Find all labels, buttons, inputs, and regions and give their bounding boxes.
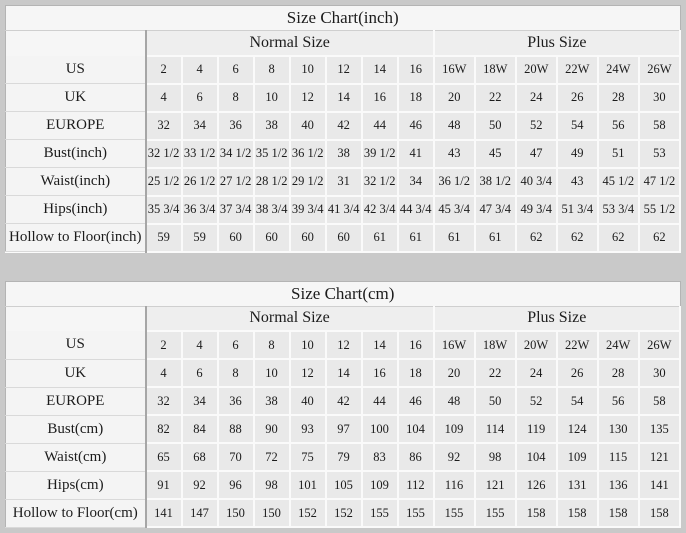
- table-cell: 33 1/2: [182, 140, 218, 168]
- table-cell: 152: [290, 499, 326, 527]
- table-cell: 41: [398, 140, 434, 168]
- row-label: Hollow to Floor(inch): [6, 224, 146, 252]
- table-cell: 8: [254, 56, 290, 84]
- table-cell: 20W: [516, 331, 557, 359]
- table-cell: 16: [398, 331, 434, 359]
- column-group-row: [6, 31, 681, 56]
- table-cell: 12: [290, 84, 326, 112]
- table-cell: 22: [475, 84, 516, 112]
- table-cell: 28: [598, 359, 639, 387]
- table-cell: 26W: [639, 56, 680, 84]
- table-cell: 10: [254, 84, 290, 112]
- group-header-plus-size: Plus Size: [434, 31, 680, 56]
- row-label: US: [6, 56, 146, 84]
- table-cell: 34 1/2: [218, 140, 254, 168]
- table-cell: 43: [557, 168, 598, 196]
- table-cell: 16W: [434, 56, 475, 84]
- table-cell: 10: [290, 56, 326, 84]
- table-cell: 105: [326, 471, 362, 499]
- table-row: [6, 224, 681, 252]
- table-cell: 2: [146, 331, 182, 359]
- row-label: UK: [6, 84, 146, 112]
- row-label: EUROPE: [6, 387, 146, 415]
- table-cell: 22W: [557, 331, 598, 359]
- table-cell: 27 1/2: [218, 168, 254, 196]
- table-cell: 115: [598, 443, 639, 471]
- row-label: US: [6, 331, 146, 359]
- table-cell: 18: [398, 359, 434, 387]
- table-cell: 93: [290, 415, 326, 443]
- size-chart-cm-section: [5, 281, 681, 529]
- table-cell: 124: [557, 415, 598, 443]
- table-row: [6, 56, 681, 84]
- table-cell: 109: [362, 471, 398, 499]
- table-cell: 45 1/2: [598, 168, 639, 196]
- table-cell: 51: [598, 140, 639, 168]
- table-cell: 24W: [598, 56, 639, 84]
- table-cell: 26W: [639, 331, 680, 359]
- corner-cell: [6, 31, 146, 56]
- table-cell: 51 3/4: [557, 196, 598, 224]
- table-cell: 41 3/4: [326, 196, 362, 224]
- table-cell: 6: [218, 331, 254, 359]
- table-row: [6, 471, 681, 499]
- table-cell: 62: [598, 224, 639, 252]
- table-cell: 20: [434, 84, 475, 112]
- table-cell: 4: [146, 84, 182, 112]
- table-title: Size Chart(cm): [6, 281, 681, 306]
- group-header-normal-size: Normal Size: [146, 31, 434, 56]
- table-cell: 30: [639, 84, 680, 112]
- table-cell: 70: [218, 443, 254, 471]
- table-cell: 6: [182, 359, 218, 387]
- table-cell: 61: [434, 224, 475, 252]
- table-cell: 44: [362, 387, 398, 415]
- table-cell: 37 3/4: [218, 196, 254, 224]
- table-cell: 16: [362, 359, 398, 387]
- table-cell: 24: [516, 359, 557, 387]
- table-cell: 42: [326, 387, 362, 415]
- table-cell: 83: [362, 443, 398, 471]
- table-row: [6, 331, 681, 359]
- table-cell: 50: [475, 112, 516, 140]
- table-cell: 100: [362, 415, 398, 443]
- table-cell: 98: [475, 443, 516, 471]
- table-cell: 126: [516, 471, 557, 499]
- table-cell: 55 1/2: [639, 196, 680, 224]
- table-cell: 91: [146, 471, 182, 499]
- table-row: [6, 387, 681, 415]
- size-table: [5, 5, 681, 253]
- table-cell: 109: [434, 415, 475, 443]
- table-cell: 38 1/2: [475, 168, 516, 196]
- table-cell: 42 3/4: [362, 196, 398, 224]
- table-cell: 62: [557, 224, 598, 252]
- table-cell: 62: [639, 224, 680, 252]
- table-cell: 141: [639, 471, 680, 499]
- table-cell: 22: [475, 359, 516, 387]
- table-cell: 4: [146, 359, 182, 387]
- table-cell: 56: [598, 112, 639, 140]
- table-cell: 61: [475, 224, 516, 252]
- table-cell: 121: [639, 443, 680, 471]
- table-cell: 119: [516, 415, 557, 443]
- row-label: Bust(cm): [6, 415, 146, 443]
- table-row: [6, 499, 681, 527]
- table-cell: 46: [398, 112, 434, 140]
- table-cell: 16W: [434, 331, 475, 359]
- table-cell: 14: [326, 84, 362, 112]
- table-cell: 40: [290, 112, 326, 140]
- table-cell: 60: [326, 224, 362, 252]
- table-cell: 79: [326, 443, 362, 471]
- table-cell: 52: [516, 387, 557, 415]
- table-cell: 150: [218, 499, 254, 527]
- row-label: Hips(cm): [6, 471, 146, 499]
- group-header-normal-size: Normal Size: [146, 306, 434, 331]
- table-cell: 86: [398, 443, 434, 471]
- table-cell: 36 1/2: [434, 168, 475, 196]
- table-cell: 34: [182, 112, 218, 140]
- table-cell: 36 1/2: [290, 140, 326, 168]
- table-cell: 32 1/2: [146, 140, 182, 168]
- table-cell: 35 3/4: [146, 196, 182, 224]
- table-cell: 158: [516, 499, 557, 527]
- row-label: UK: [6, 359, 146, 387]
- table-cell: 36 3/4: [182, 196, 218, 224]
- table-cell: 92: [182, 471, 218, 499]
- table-title-row: [6, 6, 681, 31]
- table-cell: 22W: [557, 56, 598, 84]
- table-cell: 47: [516, 140, 557, 168]
- table-row: [6, 168, 681, 196]
- table-cell: 4: [182, 331, 218, 359]
- table-cell: 32: [146, 112, 182, 140]
- table-row: [6, 84, 681, 112]
- column-group-row: [6, 306, 681, 331]
- row-label: Bust(inch): [6, 140, 146, 168]
- table-cell: 8: [254, 331, 290, 359]
- table-cell: 6: [182, 84, 218, 112]
- table-cell: 131: [557, 471, 598, 499]
- table-cell: 10: [254, 359, 290, 387]
- table-cell: 36: [218, 387, 254, 415]
- group-header-plus-size: Plus Size: [434, 306, 680, 331]
- table-cell: 96: [218, 471, 254, 499]
- table-cell: 147: [182, 499, 218, 527]
- table-cell: 6: [218, 56, 254, 84]
- table-cell: 158: [557, 499, 598, 527]
- size-chart-inch-section: [5, 5, 681, 253]
- table-cell: 38: [254, 112, 290, 140]
- table-cell: 20: [434, 359, 475, 387]
- table-cell: 54: [557, 112, 598, 140]
- table-title-row: [6, 281, 681, 306]
- table-cell: 98: [254, 471, 290, 499]
- table-cell: 60: [218, 224, 254, 252]
- row-label: Hollow to Floor(cm): [6, 499, 146, 527]
- table-cell: 60: [290, 224, 326, 252]
- table-cell: 36: [218, 112, 254, 140]
- table-title: Size Chart(inch): [6, 6, 681, 31]
- table-cell: 68: [182, 443, 218, 471]
- table-cell: 101: [290, 471, 326, 499]
- table-cell: 60: [254, 224, 290, 252]
- table-cell: 26 1/2: [182, 168, 218, 196]
- table-cell: 28: [598, 84, 639, 112]
- table-cell: 14: [326, 359, 362, 387]
- table-cell: 46: [398, 387, 434, 415]
- table-cell: 26: [557, 84, 598, 112]
- table-cell: 59: [146, 224, 182, 252]
- table-cell: 32: [146, 387, 182, 415]
- table-cell: 38: [326, 140, 362, 168]
- table-cell: 10: [290, 331, 326, 359]
- table-cell: 25 1/2: [146, 168, 182, 196]
- table-cell: 52: [516, 112, 557, 140]
- table-cell: 150: [254, 499, 290, 527]
- table-cell: 32 1/2: [362, 168, 398, 196]
- table-cell: 43: [434, 140, 475, 168]
- table-cell: 53 3/4: [598, 196, 639, 224]
- table-cell: 158: [598, 499, 639, 527]
- table-cell: 12: [326, 331, 362, 359]
- row-label: Hips(inch): [6, 196, 146, 224]
- table-cell: 42: [326, 112, 362, 140]
- table-cell: 58: [639, 112, 680, 140]
- table-cell: 8: [218, 359, 254, 387]
- table-cell: 12: [326, 56, 362, 84]
- table-cell: 44: [362, 112, 398, 140]
- table-cell: 18: [398, 84, 434, 112]
- table-cell: 136: [598, 471, 639, 499]
- table-cell: 72: [254, 443, 290, 471]
- table-cell: 114: [475, 415, 516, 443]
- table-row: [6, 140, 681, 168]
- table-cell: 155: [475, 499, 516, 527]
- table-cell: 29 1/2: [290, 168, 326, 196]
- table-cell: 24: [516, 84, 557, 112]
- table-row: [6, 415, 681, 443]
- table-cell: 54: [557, 387, 598, 415]
- corner-cell: [6, 306, 146, 331]
- table-cell: 49 3/4: [516, 196, 557, 224]
- table-row: [6, 112, 681, 140]
- table-cell: 75: [290, 443, 326, 471]
- table-cell: 45: [475, 140, 516, 168]
- table-cell: 104: [398, 415, 434, 443]
- table-cell: 16: [362, 84, 398, 112]
- table-cell: 155: [362, 499, 398, 527]
- table-cell: 20W: [516, 56, 557, 84]
- table-cell: 34: [398, 168, 434, 196]
- table-cell: 47 3/4: [475, 196, 516, 224]
- table-cell: 40 3/4: [516, 168, 557, 196]
- table-cell: 84: [182, 415, 218, 443]
- table-cell: 112: [398, 471, 434, 499]
- table-cell: 34: [182, 387, 218, 415]
- table-cell: 59: [182, 224, 218, 252]
- table-cell: 39 1/2: [362, 140, 398, 168]
- table-cell: 116: [434, 471, 475, 499]
- table-cell: 62: [516, 224, 557, 252]
- table-cell: 109: [557, 443, 598, 471]
- table-cell: 90: [254, 415, 290, 443]
- row-label: Waist(cm): [6, 443, 146, 471]
- table-cell: 53: [639, 140, 680, 168]
- table-cell: 92: [434, 443, 475, 471]
- table-cell: 50: [475, 387, 516, 415]
- table-cell: 158: [639, 499, 680, 527]
- table-cell: 58: [639, 387, 680, 415]
- table-cell: 61: [398, 224, 434, 252]
- table-cell: 88: [218, 415, 254, 443]
- table-cell: 24W: [598, 331, 639, 359]
- table-cell: 30: [639, 359, 680, 387]
- table-cell: 18W: [475, 56, 516, 84]
- table-cell: 97: [326, 415, 362, 443]
- table-cell: 12: [290, 359, 326, 387]
- table-cell: 48: [434, 112, 475, 140]
- table-cell: 65: [146, 443, 182, 471]
- table-cell: 130: [598, 415, 639, 443]
- table-cell: 56: [598, 387, 639, 415]
- table-cell: 35 1/2: [254, 140, 290, 168]
- row-label: EUROPE: [6, 112, 146, 140]
- table-cell: 121: [475, 471, 516, 499]
- table-cell: 38: [254, 387, 290, 415]
- table-cell: 14: [362, 331, 398, 359]
- table-cell: 47 1/2: [639, 168, 680, 196]
- table-row: [6, 196, 681, 224]
- table-cell: 40: [290, 387, 326, 415]
- table-cell: 28 1/2: [254, 168, 290, 196]
- table-cell: 31: [326, 168, 362, 196]
- table-cell: 2: [146, 56, 182, 84]
- table-cell: 82: [146, 415, 182, 443]
- table-cell: 39 3/4: [290, 196, 326, 224]
- table-cell: 18W: [475, 331, 516, 359]
- table-cell: 38 3/4: [254, 196, 290, 224]
- table-cell: 48: [434, 387, 475, 415]
- table-cell: 44 3/4: [398, 196, 434, 224]
- table-cell: 4: [182, 56, 218, 84]
- table-cell: 104: [516, 443, 557, 471]
- table-row: [6, 359, 681, 387]
- table-row: [6, 443, 681, 471]
- table-cell: 141: [146, 499, 182, 527]
- table-cell: 14: [362, 56, 398, 84]
- table-cell: 49: [557, 140, 598, 168]
- table-cell: 45 3/4: [434, 196, 475, 224]
- table-cell: 16: [398, 56, 434, 84]
- table-cell: 155: [398, 499, 434, 527]
- table-cell: 155: [434, 499, 475, 527]
- table-cell: 61: [362, 224, 398, 252]
- table-cell: 152: [326, 499, 362, 527]
- table-cell: 26: [557, 359, 598, 387]
- size-table: [5, 281, 681, 529]
- table-cell: 8: [218, 84, 254, 112]
- row-label: Waist(inch): [6, 168, 146, 196]
- table-cell: 135: [639, 415, 680, 443]
